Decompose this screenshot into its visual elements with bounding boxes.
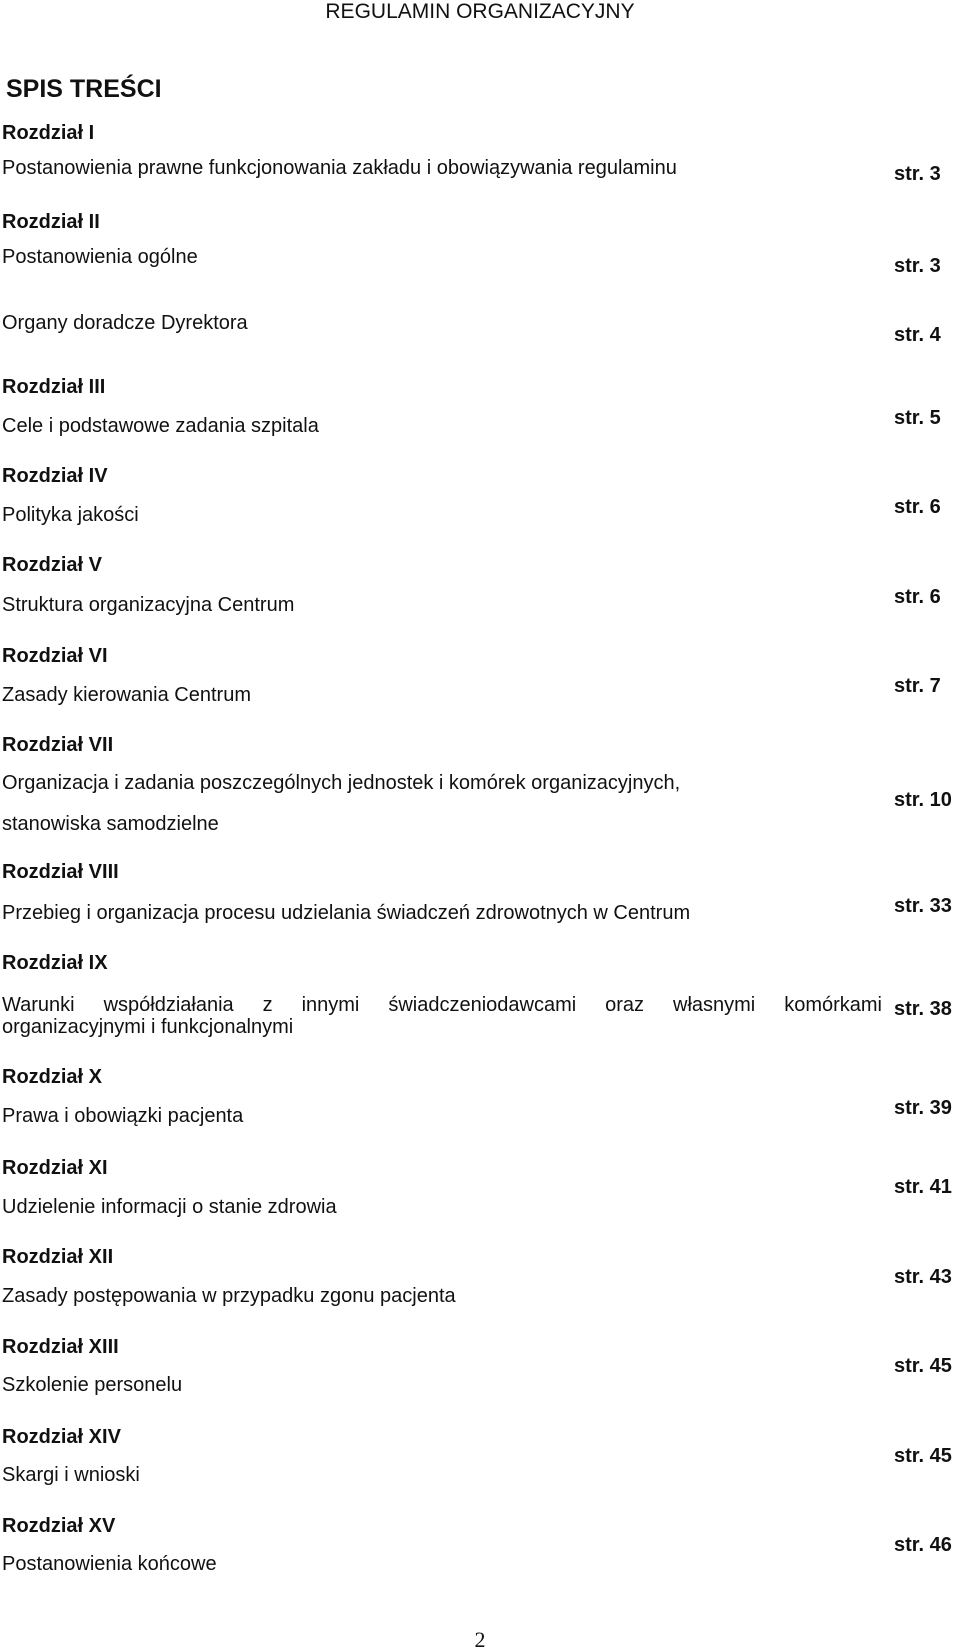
entry-title: Przebieg i organizacja procesu udzielania świadczeń zdrowotnych w Centrum — [2, 902, 691, 924]
entry-page: str. 41 — [894, 1176, 952, 1198]
chapter-heading: Rozdział II — [2, 211, 100, 233]
entry-page: str. 33 — [894, 895, 952, 917]
chapter-heading: Rozdział IX — [2, 952, 108, 974]
entry-title: Organizacja i zadania poszczególnych jednostek i komórek organizacyjnych, — [2, 772, 681, 794]
entry-title: Prawa i obowiązki pacjenta — [2, 1105, 244, 1127]
entry-page: str. 10 — [894, 789, 952, 811]
entry-page: str. 43 — [894, 1266, 952, 1288]
chapter-heading: Rozdział III — [2, 376, 106, 398]
entry-title: Organy doradcze Dyrektora — [2, 312, 248, 334]
entry-title: Postanowienia końcowe — [2, 1553, 217, 1575]
entry-title: Polityka jakości — [2, 504, 139, 526]
entry-title: Postanowienia ogólne — [2, 246, 198, 268]
chapter-heading: Rozdział XIII — [2, 1336, 119, 1358]
entry-title: Zasady postępowania w przypadku zgonu pacjenta — [2, 1285, 456, 1307]
entry-title: Warunki współdziałania z innymi świadczeniodawcami oraz własnymi komórkami — [2, 994, 882, 1016]
document-header: REGULAMIN ORGANIZACYJNY — [325, 0, 635, 23]
entry-page: str. 6 — [894, 496, 941, 518]
chapter-heading: Rozdział XIV — [2, 1426, 121, 1448]
entry-title: Udzielenie informacji o stanie zdrowia — [2, 1196, 337, 1218]
chapter-heading: Rozdział XII — [2, 1246, 114, 1268]
chapter-heading: Rozdział XI — [2, 1157, 108, 1179]
chapter-heading: Rozdział IV — [2, 465, 108, 487]
entry-title: Postanowienia prawne funkcjonowania zakładu i obowiązywania regulaminu — [2, 157, 677, 179]
chapter-heading: Rozdział XV — [2, 1515, 116, 1537]
chapter-heading: Rozdział X — [2, 1066, 103, 1088]
entry-page: str. 5 — [894, 407, 941, 429]
entry-page: str. 46 — [894, 1534, 952, 1556]
entry-title: Skargi i wnioski — [2, 1464, 140, 1486]
chapter-heading: Rozdział VII — [2, 734, 114, 756]
page-number: 2 — [474, 1627, 486, 1652]
chapter-heading: Rozdział VIII — [2, 861, 119, 883]
entry-page: str. 3 — [894, 255, 941, 277]
chapter-heading: Rozdział VI — [2, 645, 108, 667]
entry-page: str. 4 — [894, 324, 941, 346]
entry-title: Szkolenie personelu — [2, 1374, 183, 1396]
toc-title: SPIS TREŚCI — [6, 75, 162, 103]
entry-title: Zasady kierowania Centrum — [2, 684, 251, 706]
entry-title-continued: stanowiska samodzielne — [2, 813, 219, 835]
entry-page: str. 6 — [894, 586, 941, 608]
entry-title-continued: organizacyjnymi i funkcjonalnymi — [2, 1016, 294, 1038]
entry-page: str. 45 — [894, 1355, 952, 1377]
entry-title: Cele i podstawowe zadania szpitala — [2, 415, 319, 437]
chapter-heading: Rozdział V — [2, 554, 103, 576]
chapter-heading: Rozdział I — [2, 122, 95, 144]
entry-page: str. 39 — [894, 1097, 952, 1119]
entry-page: str. 45 — [894, 1445, 952, 1467]
entry-page: str. 3 — [894, 163, 941, 185]
entry-title: Struktura organizacyjna Centrum — [2, 594, 295, 616]
entry-page: str. 7 — [894, 675, 941, 697]
entry-page: str. 38 — [894, 998, 952, 1020]
